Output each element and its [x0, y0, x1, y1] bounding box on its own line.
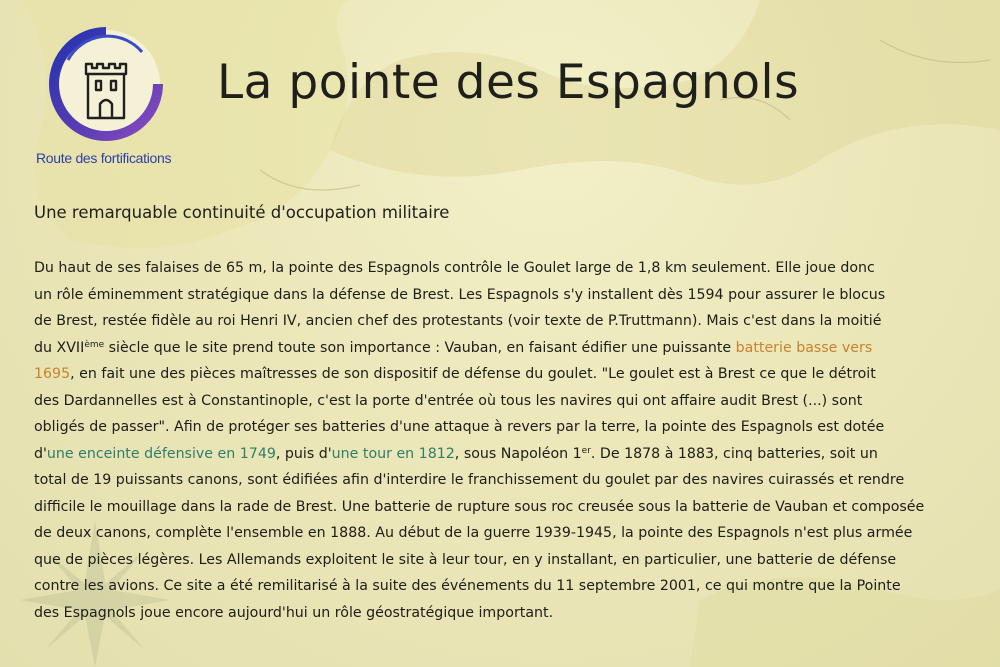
- highlight-tour-1812: une tour en 1812: [331, 445, 455, 462]
- text-segment: , en fait une des pièces maîtresses de son dispositif de défense du goulet. "Le goulet est à Brest ce que le détroit: [70, 366, 876, 382]
- body-text: [34, 255, 984, 626]
- page-title: La pointe des Espagnols: [217, 55, 800, 110]
- body-line-10: difficile le mouillage dans la rade de Brest. Une batterie de rupture sous roc creusée sous la batterie de Vauban et composée: [34, 498, 925, 515]
- page-subtitle: Une remarquable continuité d'occupation militaire: [34, 203, 450, 222]
- text-segment: . De 1878 à 1883, cinq batteries, soit un: [590, 445, 878, 462]
- text-segment: siècle que le site prend toute son importance : Vauban, en faisant édifier une puissante: [104, 339, 736, 356]
- body-line-7: obligés de passer". Afin de protéger ses batteries d'une attaque à revers par la terre, la pointe des Espagnols est dotée: [34, 419, 885, 435]
- text-segment: , puis d': [275, 445, 332, 462]
- body-line-6: des Dardannelles est à Constantinople, c'est la porte d'entrée où tous les navires qui ont affaire audit Brest (...) sont: [34, 392, 863, 409]
- text-segment: du XVII: [34, 339, 85, 356]
- body-line-13: contre les avions. Ce site a été remilitarisé à la suite des événements du 11 septembre 2001, ce qui montre que la Pointe: [34, 578, 901, 594]
- route-des-fortifications-logo: [46, 26, 166, 146]
- body-line-5: [34, 361, 984, 388]
- body-line-9: total de 19 puissants canons, sont édifiées afin d'interdire le franchissement du goulet par des navires cuirassés et rendre: [34, 472, 905, 488]
- text-segment: , sous Napoléon 1: [454, 445, 582, 462]
- body-line-3: de Brest, restée fidèle au roi Henri IV, ancien chef des protestants (voir texte de P.Truttmann). Mais c'est dans la moitié: [34, 313, 882, 329]
- highlight-year-1695: 1695: [34, 366, 71, 382]
- body-line-8: [34, 441, 984, 468]
- body-line-1: Du haut de ses falaises de 65 m, la pointe des Espagnols contrôle le Goulet large de 1,8 km seulement. Elle joue donc: [34, 260, 875, 276]
- body-line-2: un rôle éminemment stratégique dans la défense de Brest. Les Espagnols s'y installent dès 1594 pour assurer le blocus: [34, 286, 886, 303]
- superscript-text: ème: [84, 339, 105, 350]
- highlight-enceinte-1749: une enceinte défensive en 1749: [46, 445, 276, 462]
- superscript-text: er: [581, 445, 591, 456]
- text-segment: d': [34, 445, 47, 462]
- logo-caption: Route des fortifications: [36, 150, 172, 166]
- body-line-12: que de pièces légères. Les Allemands exploitent le site à leur tour, en y installant, en particulier, une batterie de défense: [34, 551, 897, 568]
- body-line-11: de deux canons, complète l'ensemble en 1888. Au début de la guerre 1939-1945, la pointe des Espagnols n'est plus armée: [34, 525, 913, 541]
- highlight-batterie-basse: batterie basse vers: [735, 339, 873, 356]
- body-line-14: des Espagnols joue encore aujourd'hui un rôle géostratégique important.: [34, 604, 554, 621]
- body-line-4: [34, 335, 984, 362]
